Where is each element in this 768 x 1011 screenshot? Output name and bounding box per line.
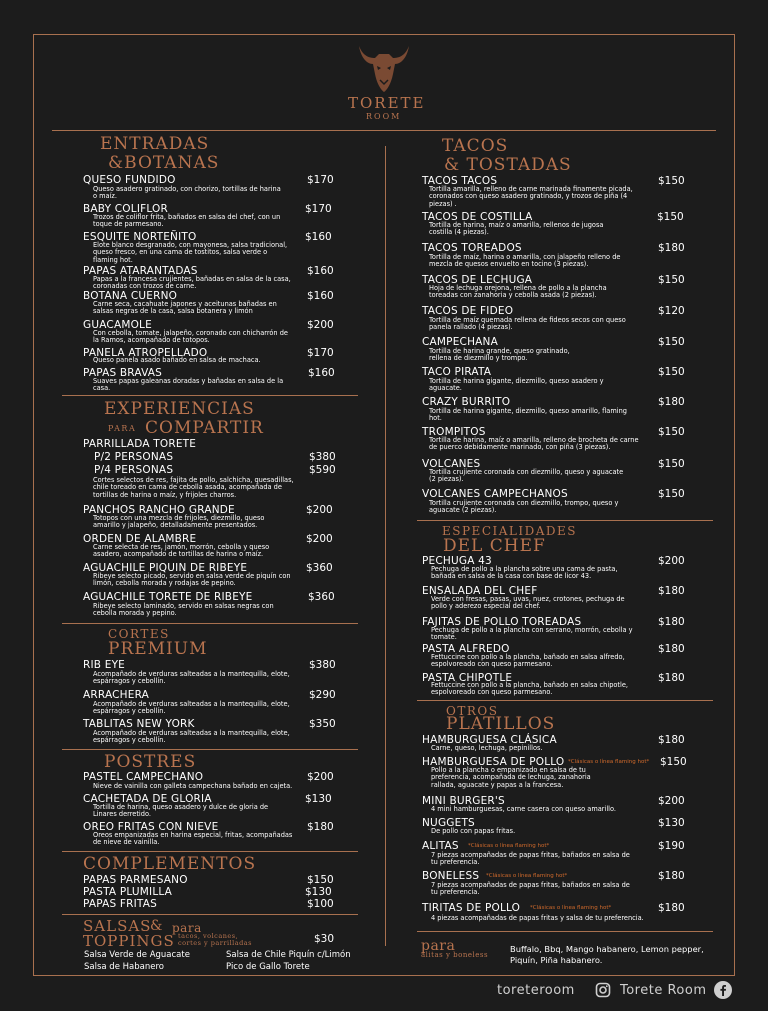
item-name: BONELESS xyxy=(422,870,480,882)
item-name: TABLITAS NEW YORK xyxy=(83,718,195,730)
item-name: HAMBURGUESA CLÁSICA xyxy=(422,734,557,746)
section-subtitle-toppings: TOPPINGS xyxy=(83,932,175,950)
item-desc: Elote blanco desgranado, con mayonesa, salsa tradicional, queso fresco, en una cama de tostitos, salsa verde o flaming hot. xyxy=(93,241,288,264)
salsa-item: Salsa de Chile Piquín c/Limón xyxy=(226,950,351,960)
item-price: $590 xyxy=(309,464,336,476)
section-title-entradas: ENTRADAS xyxy=(100,134,210,154)
item-name: ARRACHERA xyxy=(83,689,150,701)
item-price: $200 xyxy=(658,795,685,807)
item-desc: De pollo con papas fritas. xyxy=(431,827,516,835)
item-name: PAPAS BRAVAS xyxy=(83,367,163,379)
section-para: PARA xyxy=(108,424,137,433)
section-divider xyxy=(417,520,713,521)
section-subtitle-premium: PREMIUM xyxy=(108,639,208,659)
item-name: CRAZY BURRITO xyxy=(422,396,511,408)
item-name: TACOS DE FIDEO xyxy=(422,305,514,317)
item-name: BOTANA CUERNO xyxy=(83,290,178,302)
section-title-especialidades: ESPECIALIDADES xyxy=(442,524,577,538)
flavor-list: Buffalo, Bbq, Mango habanero, Lemon pepper, xyxy=(510,944,704,954)
item-price: $180 xyxy=(658,643,685,655)
item-tag: *Clásicas o línea flaming hot* xyxy=(486,873,568,879)
item-name: TACOS TACOS xyxy=(422,175,498,187)
item-desc: Hoja de lechuga orejona, rellena de pollo a la plancha toreadas con zanahoria y cebolla asada (2 piezas). xyxy=(429,284,607,300)
para-alitas-title: para xyxy=(421,938,456,954)
item-tag: *Clásicas o línea flaming hot* xyxy=(468,843,550,849)
section-divider xyxy=(62,914,358,915)
item-price: $160 xyxy=(305,231,332,243)
section-divider xyxy=(62,395,358,396)
item-desc: 7 piezas acompañadas de papas fritas, bañados en salsa de tu preferencia. xyxy=(431,851,630,867)
item-price: $150 xyxy=(658,175,685,187)
item-desc: Oreos empanizadas en harina especial, fritas, acompañadas de nieve de vainilla. xyxy=(93,831,293,847)
item-name: ENSALADA DEL CHEF xyxy=(422,585,538,597)
section-subtitle-tostadas: & TOSTADAS xyxy=(444,155,572,175)
item-desc: Tortilla de harina, maíz o amarilla, relleno de brocheta de carne de puerco debidamente marinado, con piña (3 piezas). xyxy=(429,436,639,452)
item-option: P/2 PERSONAS xyxy=(94,451,174,463)
item-desc: Acompañado de verduras salteadas a la mantequilla, elote, espárragos y cebollín. xyxy=(93,729,290,745)
item-name: PAPAS PARMESANO xyxy=(83,874,188,886)
item-price: $150 xyxy=(658,336,685,348)
item-name: AGUACHILE PIQUIN DE RIBEYE xyxy=(83,562,248,574)
item-price: $360 xyxy=(306,562,333,574)
instagram-icon[interactable] xyxy=(595,982,611,998)
item-name: OREO FRITAS CON NIEVE xyxy=(83,821,219,833)
instagram-handle[interactable]: toreteroom xyxy=(497,983,575,998)
item-name: PASTA PLUMILLA xyxy=(83,886,173,898)
item-name: BABY COLIFLOR xyxy=(83,203,168,215)
item-price: $150 xyxy=(657,211,684,223)
para-alitas-sub: alitas y boneless xyxy=(421,951,489,959)
item-name: CAMPECHANA xyxy=(422,336,498,348)
section-divider xyxy=(62,749,358,750)
section-divider xyxy=(62,623,358,624)
item-desc: 4 piezas acompañadas de papas fritas y salsa de tu preferencia. xyxy=(431,914,644,922)
item-desc: Tortilla de maíz quemada rellena de fideos secos con queso panela rallado (4 piezas). xyxy=(429,316,626,332)
item-desc: Pechuga de pollo a la plancha sobre una cama de pasta, bañada en salsa de la casa con base de licor 43. xyxy=(431,565,618,581)
section-title-experiencias: EXPERIENCIAS xyxy=(104,399,255,419)
item-name: TACOS TOREADOS xyxy=(422,242,522,254)
item-price: $130 xyxy=(658,817,685,829)
item-price: $170 xyxy=(305,203,332,215)
item-name: ALITAS xyxy=(422,840,459,852)
item-desc: Pollo a la plancha o empanizado en salsa de tu preferencia, acompañada de lechuga, zanahoria rallada, aguacate y papas a la francesa. xyxy=(431,766,591,789)
item-desc: Papas a la francesa crujientes, bañadas en salsa de la casa, coronadas con trozos de carne. xyxy=(93,275,291,291)
item-name: PARRILLADA TORETE xyxy=(83,438,197,450)
brand-name: TORETE xyxy=(348,94,426,112)
item-name: HAMBURGUESA DE POLLO xyxy=(422,756,565,768)
salsas-price: $30 xyxy=(314,933,335,945)
item-desc: Acompañado de verduras salteadas a la mantequilla, elote, espárragos y cebollín. xyxy=(93,670,290,686)
item-desc: Carne selecta de res, jamón, morrón, cebolla y queso asadero, acompañado de tortillas de harina o maíz. xyxy=(93,543,270,559)
salsas-amp: & xyxy=(150,918,164,934)
item-price: $160 xyxy=(307,290,334,302)
item-name: TIRITAS DE POLLO xyxy=(422,902,521,914)
item-name: NUGGETS xyxy=(422,817,475,829)
item-name: PASTA CHIPOTLE xyxy=(422,672,513,684)
item-name: CACHETADA DE GLORIA xyxy=(83,793,212,805)
item-price: $200 xyxy=(658,555,685,567)
item-option: P/4 PERSONAS xyxy=(94,464,174,476)
section-title-tacos: TACOS xyxy=(442,136,509,156)
item-price: $150 xyxy=(658,426,685,438)
item-price: $130 xyxy=(305,886,332,898)
item-price: $150 xyxy=(658,366,685,378)
section-subtitle-platillos: PLATILLOS xyxy=(446,714,556,734)
column-divider xyxy=(385,146,386,946)
salsas-para: para xyxy=(172,921,202,935)
item-name: PECHUGA 43 xyxy=(422,555,492,567)
item-desc: Fettuccine con pollo a la plancha, bañado en salsa alfredo, espolvoreado con queso parmesano. xyxy=(431,653,625,669)
item-price: $360 xyxy=(308,591,335,603)
item-name: ESQUITE NORTEÑITO xyxy=(83,231,197,243)
item-desc: Verde con fresas, pasas, uvas, nuez, crotones, pechuga de pollo y aderezo especial del chef. xyxy=(431,595,625,611)
item-tag: *Clásicas o línea flaming hot* xyxy=(530,905,612,911)
item-desc: Ribeye selecto picado, servido en salsa verde de piquín con limón, cebolla morada y rodajas de pepino. xyxy=(93,572,291,588)
item-price: $200 xyxy=(307,771,334,783)
item-price: $180 xyxy=(658,870,685,882)
item-name: PANELA ATROPELLADO xyxy=(83,347,208,359)
item-desc: Carne seca, cacahuate japones y aceitunas bañadas en salsas negras de la casa, salsa botanera y limón xyxy=(93,300,277,316)
item-price: $180 xyxy=(658,616,685,628)
item-price: $180 xyxy=(658,672,685,684)
item-name: MINI BURGER'S xyxy=(422,795,505,807)
flavor-list: Piquín, Piña habanero. xyxy=(510,955,603,965)
item-name: TACOS DE LECHUGA xyxy=(422,274,533,286)
item-desc: Totopos con una mezcla de frijoles, diezmillo, queso amarillo y jalapeño, detalladamente presentados. xyxy=(93,514,265,530)
salsa-item: Salsa Verde de Aguacate xyxy=(84,950,190,960)
item-desc: Carne, queso, lechuga, pepinillos. xyxy=(431,744,543,752)
item-price: $200 xyxy=(306,533,333,545)
item-name: FAJITAS DE POLLO TOREADAS xyxy=(422,616,582,628)
item-price: $380 xyxy=(309,451,336,463)
facebook-icon[interactable] xyxy=(714,981,732,999)
item-price: $200 xyxy=(307,319,334,331)
item-price: $180 xyxy=(658,902,685,914)
item-price: $190 xyxy=(658,840,685,852)
item-name: TROMPITOS xyxy=(422,426,486,438)
salsa-item: Pico de Gallo Torete xyxy=(226,962,310,972)
item-desc: 7 piezas acompañadas de papas fritas, bañados en salsa de tu preferencia. xyxy=(431,881,630,897)
item-price: $150 xyxy=(660,756,687,768)
item-price: $100 xyxy=(307,898,334,910)
item-price: $170 xyxy=(307,347,334,359)
item-price: $380 xyxy=(309,659,336,671)
item-desc: Tortilla de harina gigante, diezmillo, queso amarillo, flaming hot. xyxy=(429,407,627,423)
item-price: $180 xyxy=(307,821,334,833)
item-price: $180 xyxy=(658,242,685,254)
item-price: $350 xyxy=(309,718,336,730)
item-desc: Suaves papas galeanas doradas y bañadas en salsa de la casa. xyxy=(93,377,284,393)
section-title-complementos: COMPLEMENTOS xyxy=(83,854,257,874)
header-divider xyxy=(52,130,716,131)
item-desc: Tortilla crujiente coronada con diezmillo, queso y aguacate (2 piezas). xyxy=(429,468,624,484)
item-price: $150 xyxy=(658,274,685,286)
section-divider xyxy=(417,700,713,701)
item-price: $130 xyxy=(305,793,332,805)
item-desc: Tortilla de maíz, harina o amarilla, con jalapeño relleno de mezcla de quesos envuelto en tocino (3 piezas). xyxy=(429,253,621,269)
item-price: $290 xyxy=(309,689,336,701)
item-desc: Tortilla amarilla, relleno de carne marinada finamente picada, coronados con queso asadero gratinado, y trozos de piña (4 piezas) . xyxy=(429,185,633,208)
section-title-salsas: SALSAS xyxy=(83,917,152,935)
item-price: $150 xyxy=(658,458,685,470)
item-name: RIB EYE xyxy=(83,659,126,671)
item-desc: Fettuccine con pollo a la plancha, bañado en salsa chipotle, espolvoreado con queso parmesano. xyxy=(431,681,628,697)
item-name: PANCHOS RANCHO GRANDE xyxy=(83,504,235,516)
section-subtitle-compartir: COMPARTIR xyxy=(145,418,264,438)
item-desc: Queso asadero gratinado, con chorizo, tortillas de harina o maíz. xyxy=(93,185,281,201)
item-price: $170 xyxy=(307,174,334,186)
section-subtitle-botanas: &BOTANAS xyxy=(108,153,220,173)
item-price: $200 xyxy=(306,504,333,516)
item-name: PASTEL CAMPECHANO xyxy=(83,771,204,783)
item-name: GUACAMOLE xyxy=(83,319,152,331)
salsas-para-desc: cortes y parrilladas xyxy=(178,939,252,947)
item-name: ORDEN DE ALAMBRE xyxy=(83,533,197,545)
section-divider xyxy=(417,931,713,932)
item-desc: Tortilla crujiente coronada con diezmillo, trompo, queso y aguacate (2 piezas). xyxy=(429,499,619,515)
brand-sub: ROOM xyxy=(366,112,402,121)
item-name: VOLCANES xyxy=(422,458,481,470)
section-title-cortes: CORTES xyxy=(108,627,170,641)
item-price: $180 xyxy=(658,585,685,597)
item-price: $180 xyxy=(658,734,685,746)
section-subtitle-del-chef: DEL CHEF xyxy=(443,536,546,556)
bull-head-icon xyxy=(355,40,413,94)
item-desc: Tortilla de harina, maíz o amarilla, rellenos de jugosa costilla (4 piezas). xyxy=(429,221,604,237)
item-tag: *Clásicas o línea flaming hot* xyxy=(568,759,650,765)
item-price: $180 xyxy=(658,396,685,408)
item-desc: Nieve de vainilla con galleta campechana bañado en cajeta. xyxy=(93,782,293,790)
item-name: VOLCANES CAMPECHANOS xyxy=(422,488,568,500)
item-price: $160 xyxy=(308,367,335,379)
item-desc: Queso panela asado bañado en salsa de machaca. xyxy=(93,356,261,364)
section-title-otros: OTROS xyxy=(446,704,499,718)
salsas-para-desc: tacos, volcanes, xyxy=(178,932,239,940)
item-desc: Ribeye selecto laminado, servido en salsas negras con cebolla morada y pepino. xyxy=(93,602,274,618)
facebook-handle[interactable]: Torete Room xyxy=(620,983,707,998)
item-desc: 4 mini hamburguesas, carne casera con queso amarillo. xyxy=(431,805,617,813)
item-desc: Tortilla de harina grande, queso gratinado, rellena de diezmillo y trompo. xyxy=(429,347,570,363)
item-name: TACOS DE COSTILLA xyxy=(422,211,533,223)
item-name: QUESO FUNDIDO xyxy=(83,174,176,186)
item-price: $150 xyxy=(658,488,685,500)
section-divider xyxy=(62,851,358,852)
item-price: $150 xyxy=(307,874,334,886)
item-desc: Con cebolla, tomate, jalapeño, coronado con chicharrón de la Ramos, acompañado de totopos. xyxy=(93,329,288,345)
item-desc: Pechuga de pollo a la plancha con serrano, morrón, cebolla y tomate. xyxy=(431,626,633,642)
item-desc: Acompañado de verduras salteadas a la mantequilla, elote, espárragos y cebollín. xyxy=(93,700,290,716)
item-price: $120 xyxy=(658,305,685,317)
item-price: $160 xyxy=(307,265,334,277)
item-desc: Cortes selectos de res, fajita de pollo, salchicha, quesadillas, chile toreado en cama de cebolla asada, acompañada de tortillas de harina o maíz, y frijoles charros. xyxy=(93,476,294,499)
item-name: PASTA ALFREDO xyxy=(422,643,510,655)
item-desc: Trozos de coliflor frita, bañados en salsa del chef, con un toque de parmesano. xyxy=(93,213,281,229)
salsa-item: Salsa de Habanero xyxy=(84,962,164,972)
item-desc: Tortilla de harina, queso asadero y dulce de gloria de Linares derretido. xyxy=(93,803,269,819)
item-desc: Tortilla de harina gigante, diezmillo, queso asadero y aguacate. xyxy=(429,377,604,393)
section-title-postres: POSTRES xyxy=(104,752,197,772)
item-name: PAPAS ATARANTADAS xyxy=(83,265,198,277)
item-name: TACO PIRATA xyxy=(422,366,492,378)
item-name: AGUACHILE TORETE DE RIBEYE xyxy=(83,591,253,603)
item-name: PAPAS FRITAS xyxy=(83,898,157,910)
